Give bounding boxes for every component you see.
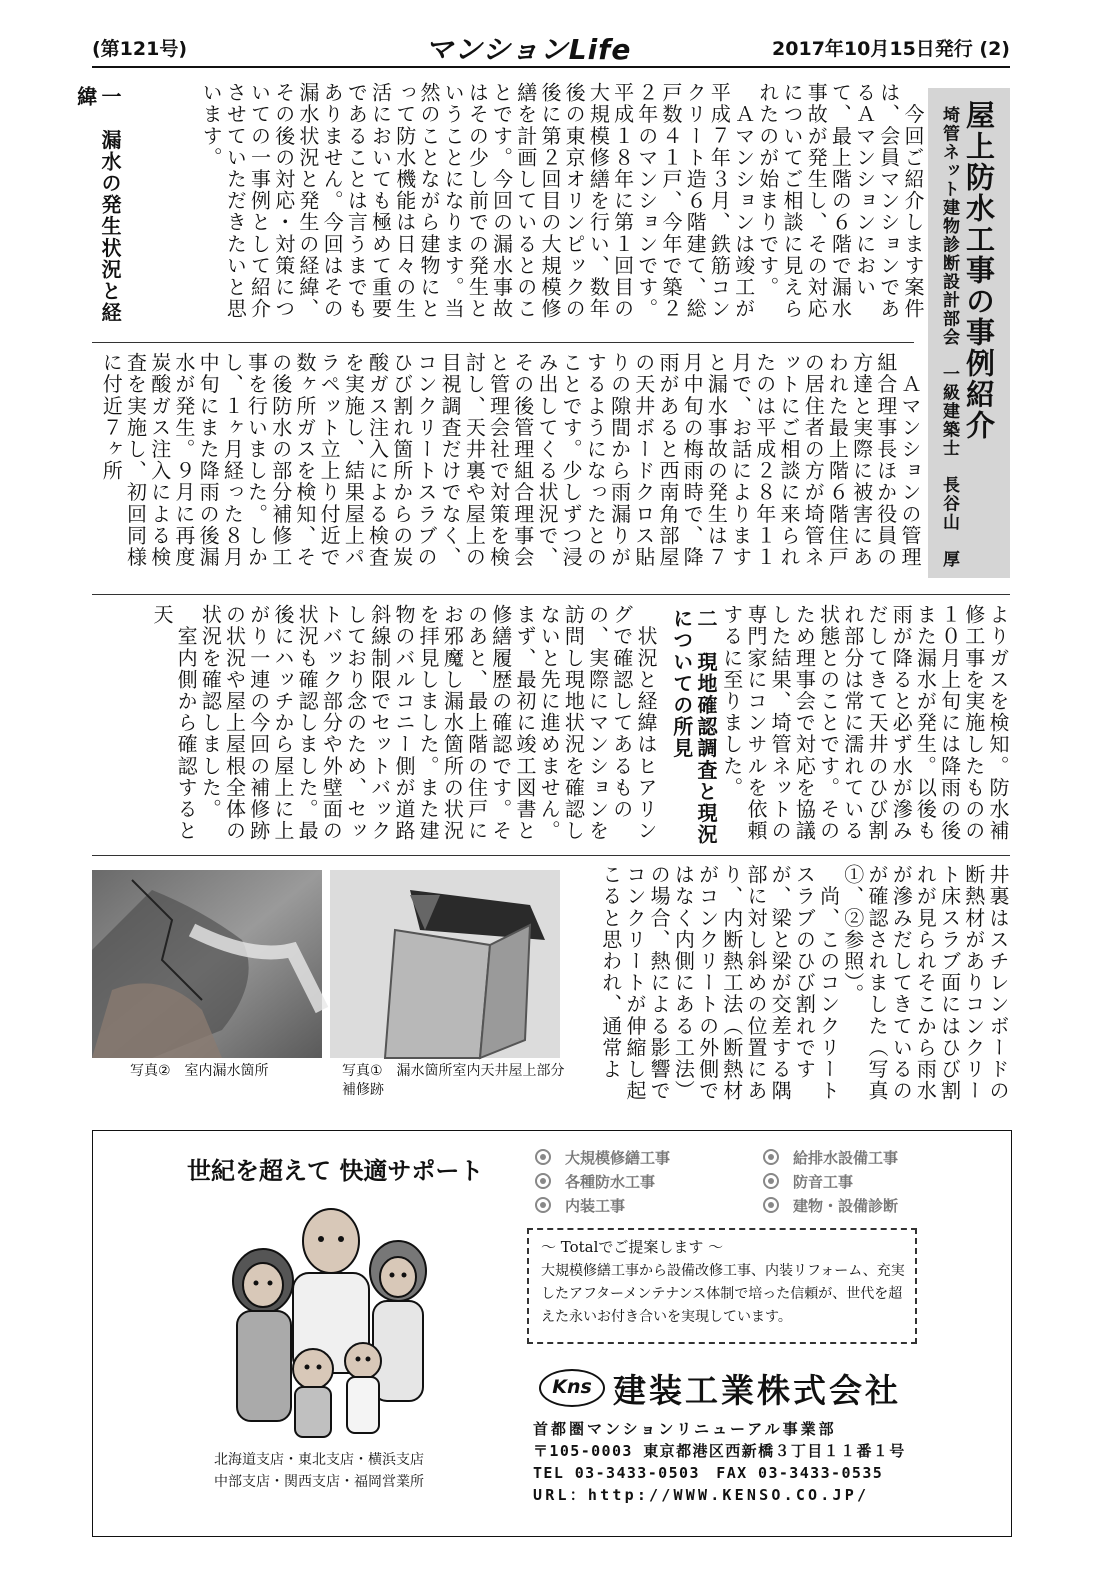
photo-2-caption: 写真② 室内漏水箇所 [130,1063,269,1079]
proposal-box-body: 大規模修繕工事から設備改修工事、内装リフォーム、充実したアフターメンテナンス体制で培った信頼が、世代を超えた永いお付き合いを実現しています。 [541,1263,905,1325]
advertisement [92,1130,1012,1537]
bullet-icon [535,1149,551,1165]
branches-line-2: 中部支店・関西支店・福岡営業所 [214,1474,424,1490]
service-item: 大規模修繕工事 [535,1147,670,1168]
service-item: 建物・設備診断 [763,1195,898,1216]
service-item: 内装工事 [535,1195,625,1216]
bullet-icon [763,1149,779,1165]
proposal-box [527,1228,917,1344]
photo-ceiling-repair [330,870,560,1058]
company-logo: Kns [539,1369,605,1407]
company-tel-fax: TEL 03-3433-0503 FAX 03-3433-0535 [533,1464,884,1482]
family-illustration [213,1201,443,1441]
header-rule [92,66,1010,68]
article-title-box [928,88,1010,578]
service-item: 給排水設備工事 [763,1147,898,1168]
branches-line-1: 北海道支店・東北支店・横浜支店 [214,1452,424,1468]
bullet-icon [763,1197,779,1213]
article-band-1-text: 今回ご紹介します案件は、会員マンションであるＡマンションにおいて、最上階の６階で漏水事故が発生し、その対応についてご相談に見えられたのが始まりです。 Ａマンションは竣工が平成７年３月、鉄筋コンクリート造６階建て、総戸数４１戸、今年で築２２年のマンションです。平成１８年に第１回目の大規模修繕を行い、数年後の東京オリンピックの後に第２回目の大規模修繕を計画しているとのことです。今回の漏水事故はその少し前での発生ということになります。当然のことながら建物にとって防水機能は日々の生活においても極めて重要であることは言うまでもありません。今回はその漏水状況と発生の経緯、その後の対応・対策についての一事例として紹介させていただきたいと思います。 [199,82,925,320]
company-name: 建装工業株式会社 [613,1371,901,1410]
photo-1-caption: 写真① 漏水箇所室内天井屋上部分補修跡 [342,1063,565,1098]
service-item: 防音工事 [763,1171,853,1192]
bullet-icon [763,1173,779,1189]
section-heading-2: 二 現地確認調査と現況についての所見 [669,608,718,846]
article-band-3-text-a: よりガスを検知。防水補修工事を実施したものの１０月上旬には降雨の後また漏水が発生。以後も雨が降ると必ず水が滲みだしてきて天井のひび割れ部分は常に濡れている状態とのことです。そのため理事会で対応を協議した結果、埼管ネットの専門家にコンサルを依頼するに至りました。 [719,604,1010,842]
band-rule-1 [92,342,914,343]
article-title: 屋上防水工事の事例紹介 [962,100,996,441]
ad-tagline: 世紀を超えて 快適サポート [187,1157,484,1185]
photo-indoor-leak [92,870,322,1058]
bullet-icon [535,1197,551,1213]
service-item: 各種防水工事 [535,1171,655,1192]
article-byline: 埼管ネット建物診断設計部会 一級建築士 長谷山 厚 [939,106,959,569]
section-heading-1: 一 漏水の発生状況と経緯 [73,86,122,324]
proposal-box-title: 〜 Totalでご提案します 〜 [541,1238,724,1256]
article-band-2-text: Ａマンションの管理組合理事長ほか役員の方達と実際に被害にあわれた最上階６階住戸の居住者の方が埼管ネットにご相談に来られたのは平成２８年１１月で、お話によりますと漏水事故の発生は７月中旬の梅雨時で、降雨があると西南角部屋の天井ボードクロス貼りの隙間から雨漏りがするようになったとのことです。少しずつ浸み出してくる状況で、その後管理組合理事会と管理会社で対策を検討し、天井裏や屋上の目視調査だけでなく、コンクリートスラブのひび割れ箇所からの炭酸ガス注入による検査を実施し、結果屋上パラペット立上り付近で数ヶ所ガスを検知、その後防水の部分補修工事を行いました。しかし、１ヶ月経った８月中旬にまた降雨の後漏水が発生。９月に再度炭酸ガス注入による検査を実施し、初回同様に付近７ヶ所 [99,352,922,568]
company-division: 首都圏マンションリニューアル事業部 [533,1420,837,1438]
band-rule-2 [92,594,1010,595]
band-rule-3 [92,855,1010,856]
masthead: マンションLife [425,33,632,66]
article-band-4-text: 井裏はスチレンボードの断熱材がありコンクリート床スラブ面にはひび割れが見られそこから雨水が滲みだしてきているのが確認されました（写真①、②参照）。 尚、このコンクリートスラブのひび割れですが、梁と梁が交差する隅部に対し斜めの位置にあり、内断熱工法（断熱材がコンクリートの外側ではなく内側にある工法）の場合、熱による影響でコンクリートが伸縮し起こると思われ、通常よ [598,864,1010,1102]
bullet-icon [535,1173,551,1189]
issue-number: (第121号) [92,38,188,60]
article-band-3-text-b: 状況と経緯はヒアリングで確認してあるものの、実際にマンションを訪問し現地状況を確認しないと先に進めません。まず、最初に竣工図書と修繕履歴の確認です。そのあと、最上階の住戸にお邪魔し漏水箇所の状況を拝見しました。また建物のバルコニー側が道路斜線制限でセットバックしており念のため、セットバック部分や外壁面の状況も確認しました。最後にハッチから屋上に上がり一連の今回の補修跡の状況や屋上屋根全体の状況を確認しました。 室内側から確認すると天 [149,604,658,842]
issue-date-page: 2017年10月15日発行 (2) [772,38,1010,60]
company-address: 〒105-0003 東京都港区西新橋３丁目１１番１号 [533,1442,906,1460]
company-url: URL：http://WWW.KENSO.CO.JP/ [533,1486,870,1504]
